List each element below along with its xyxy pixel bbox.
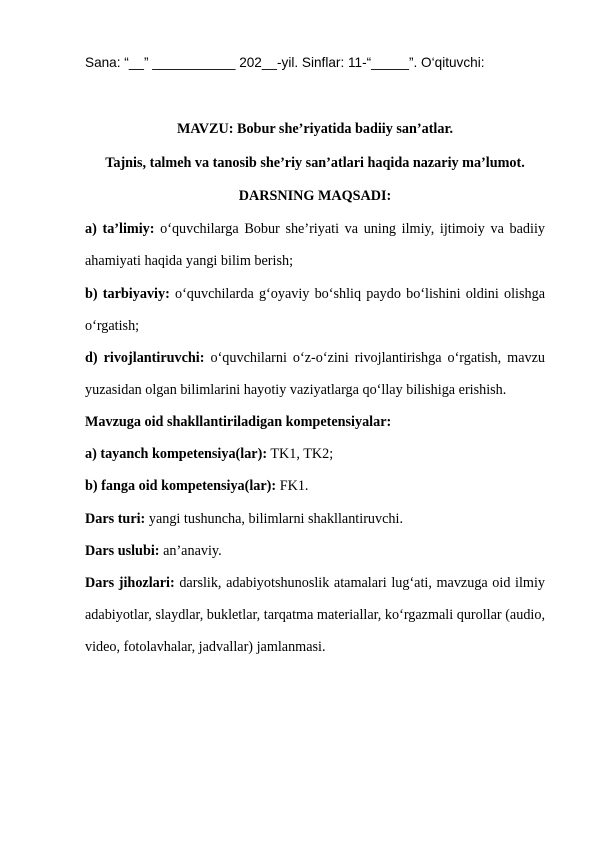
goal-b-label: b) tarbiyaviy: [85,286,170,302]
subject-competency-line [85,478,545,495]
topic-subtitle [85,155,545,172]
lesson-equipment-text-1: darslik, adabiyotshunoslik atamalari lug‘ati, mavzuga oid ilmiy [174,575,545,591]
goal-d-text-1: o‘quvchilarni o‘z-o‘zini rivojlantirishga o‘rgatish, mavzu [204,350,545,366]
lesson-equipment-line-3 [85,639,545,656]
goal-d-label: d) rivojlantiruvchi: [85,350,205,366]
lesson-equipment-text-2: adabiyotlar, slaydlar, bukletlar, tarqatma materiallar, ko‘rgazmali qurollar (audio, [85,607,545,623]
goal-a-text-1: o‘quvchilarga Bobur she’riyati va uning ilmiy, ijtimoiy va badiiy [154,221,545,237]
goal-a-line-1 [85,221,545,238]
lesson-equipment-line-2 [85,607,545,624]
core-competency-line [85,446,545,463]
lesson-equipment-text-3: video, fotolavhalar, jadvallar) jamlanmasi. [85,639,326,655]
competencies-heading [85,414,545,431]
lesson-method-line [85,543,545,560]
date-class-teacher-line [85,54,545,71]
lesson-method-value: an’anaviy. [159,543,222,559]
topic-subtitle-text: Tajnis, talmeh va tanosib she’riy san’atlari haqida nazariy ma’lumot. [105,155,525,171]
lesson-method-label: Dars uslubi: [85,543,160,559]
goal-d-text-2: yuzasidan olgan bilimlarini hayotiy vaziyatlarga qo‘llay bilishiga erishish. [85,382,507,398]
subject-competency-label: b) fanga oid kompetensiya(lar): [85,478,277,494]
lesson-type-label: Dars turi: [85,511,146,527]
core-competency-value: TK1, TK2; [267,446,334,462]
header-text: Sana: “__” ___________ 202__-yil. Sinflar: 11-“_____”. O‘qituvchi: [85,55,485,70]
goal-d-line-1 [85,350,545,367]
goal-b-line-1 [85,286,545,303]
lesson-type-line [85,511,545,528]
lesson-equipment-label: Dars jihozlari: [85,575,175,591]
goal-a-label: a) ta’limiy: [85,221,155,237]
topic-title-text: MAVZU: Bobur she’riyatida badiiy san’atlar. [176,121,454,137]
lesson-type-value: yangi tushuncha, bilimlarni shakllantiruvchi. [145,511,403,527]
goals-heading [85,188,545,205]
subject-competency-value: FK1. [276,478,309,494]
goal-b-text-1: o‘quvchilarda g‘oyaviy bo‘shliq paydo bo‘lishini oldini olishga [169,286,545,302]
goal-a-text-2: ahamiyati haqida yangi bilim berish; [85,253,294,269]
core-competency-label: a) tayanch kompetensiya(lar): [85,446,268,462]
goal-b-text-2: o‘rgatish; [85,318,140,334]
competencies-heading-text: Mavzuga oid shakllantiriladigan kompetensiyalar: [85,414,392,430]
goal-a-line-2 [85,253,545,270]
lesson-equipment-line-1 [85,575,545,592]
topic-title [85,121,545,138]
goal-b-line-2 [85,318,545,335]
goals-heading-text: DARSNING MAQSADI: [238,188,392,204]
goal-d-line-2 [85,382,545,399]
